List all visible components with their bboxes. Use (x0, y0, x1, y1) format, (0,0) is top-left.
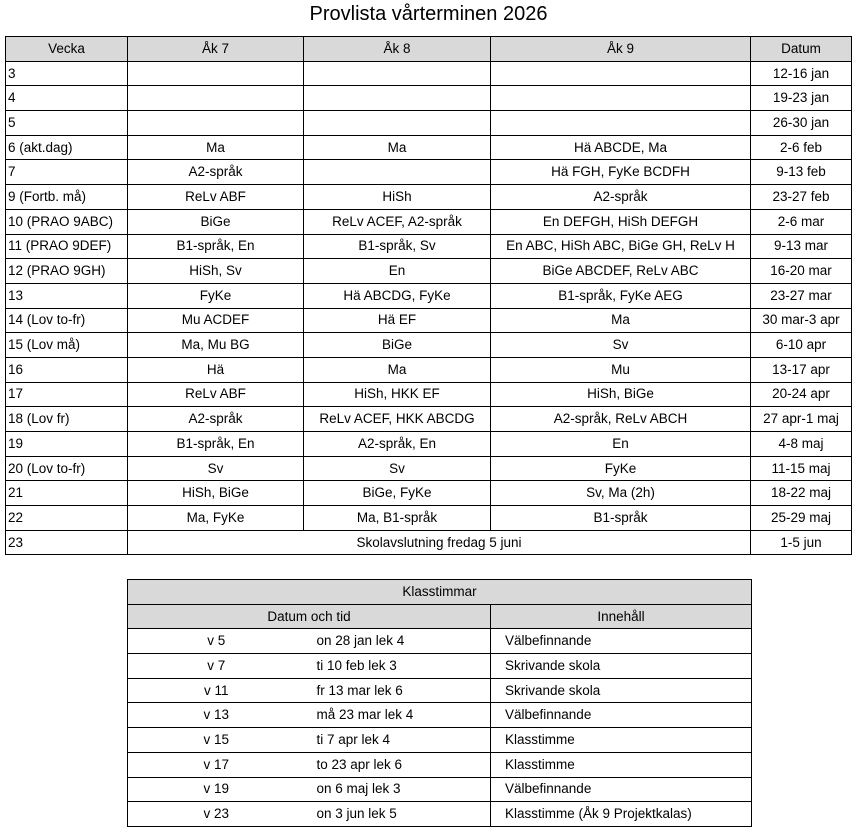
table-row (6, 530, 852, 555)
ak7-cell: BiGe (128, 209, 304, 234)
week-cell: 16 (6, 357, 128, 382)
content-cell: Välbefinnande (491, 777, 752, 802)
ak7-cell: Hä (128, 357, 304, 382)
header-ak8: Åk 8 (304, 37, 491, 62)
date-cell: 13-17 apr (751, 357, 852, 382)
ak7-cell: HiSh, Sv (128, 259, 304, 284)
week-cell: 5 (6, 111, 128, 136)
ak8-cell: Ma, B1-språk (304, 506, 491, 531)
table-row (6, 135, 852, 160)
ak9-cell: A2-språk, ReLv ABCH (491, 407, 751, 432)
time-cell: to 23 apr lek 6 (305, 752, 491, 777)
time-cell: ti 10 feb lek 3 (305, 654, 491, 679)
ak7-cell: Sv (128, 456, 304, 481)
date-cell: 26-30 jan (751, 111, 852, 136)
ak8-cell: A2-språk, En (304, 432, 491, 457)
content-cell: Skrivande skola (491, 654, 752, 679)
ak7-cell: A2-språk (128, 160, 304, 185)
week-cell: 12 (PRAO 9GH) (6, 259, 128, 284)
schedule-header-row (6, 37, 852, 62)
content-cell: Skrivande skola (491, 678, 752, 703)
week-cell: 13 (6, 283, 128, 308)
time-cell: on 3 jun lek 5 (305, 802, 491, 827)
ak9-cell: En ABC, HiSh ABC, BiGe GH, ReLv H (491, 234, 751, 259)
table-row (6, 111, 852, 136)
klasstimmar-table (127, 579, 752, 827)
week-cell: 9 (Fortb. må) (6, 185, 128, 210)
ak7-cell (128, 111, 304, 136)
school-end-note: Skolavslutning fredag 5 juni (128, 530, 751, 555)
table-row (6, 61, 852, 86)
table-row (6, 209, 852, 234)
ak8-cell (304, 86, 491, 111)
ak9-cell: Ma (491, 308, 751, 333)
date-cell: 2-6 mar (751, 209, 852, 234)
ak9-cell: Sv (491, 333, 751, 358)
date-cell: 25-29 maj (751, 506, 852, 531)
week-cell: 3 (6, 61, 128, 86)
table-row (128, 802, 752, 827)
ak9-cell: Mu (491, 357, 751, 382)
week-cell: 6 (akt.dag) (6, 135, 128, 160)
time-cell: on 6 maj lek 3 (305, 777, 491, 802)
week-cell: 14 (Lov to-fr) (6, 308, 128, 333)
week-cell: 22 (6, 506, 128, 531)
table-row (6, 481, 852, 506)
week-cell: 7 (6, 160, 128, 185)
week-cell: v 11 (128, 678, 305, 703)
klasstimmar-title: Klasstimmar (128, 580, 752, 605)
date-cell: 23-27 feb (751, 185, 852, 210)
date-cell: 16-20 mar (751, 259, 852, 284)
ak7-cell: FyKe (128, 283, 304, 308)
ak9-cell: A2-språk (491, 185, 751, 210)
week-cell: v 7 (128, 654, 305, 679)
exam-schedule-table (5, 36, 852, 555)
page-title: Provlista vårterminen 2026 (309, 3, 548, 25)
table-row (128, 703, 752, 728)
table-row (6, 283, 852, 308)
ak7-cell: Ma, FyKe (128, 506, 304, 531)
ak9-cell: FyKe (491, 456, 751, 481)
header-ak7: Åk 7 (128, 37, 304, 62)
ak8-cell: ReLv ACEF, HKK ABCDG (304, 407, 491, 432)
content-cell: Klasstimme (491, 752, 752, 777)
date-cell: 11-15 maj (751, 456, 852, 481)
table-row (6, 382, 852, 407)
content-cell: Klasstimme (Åk 9 Projektkalas) (491, 802, 752, 827)
time-cell: fr 13 mar lek 6 (305, 678, 491, 703)
ak9-cell (491, 86, 751, 111)
table-row (128, 728, 752, 753)
ak8-cell: Sv (304, 456, 491, 481)
ak9-cell: En (491, 432, 751, 457)
week-cell: v 15 (128, 728, 305, 753)
week-cell: 23 (6, 530, 128, 555)
klasstimmar-title-row (128, 580, 752, 605)
ak7-cell: Mu ACDEF (128, 308, 304, 333)
ak9-cell (491, 61, 751, 86)
ak8-cell: BiGe (304, 333, 491, 358)
ak8-cell: HiSh (304, 185, 491, 210)
date-cell: 2-6 feb (751, 135, 852, 160)
table-row (6, 506, 852, 531)
date-cell: 9-13 feb (751, 160, 852, 185)
week-cell: 4 (6, 86, 128, 111)
table-row (128, 654, 752, 679)
week-cell: v 23 (128, 802, 305, 827)
ak7-cell: ReLv ABF (128, 185, 304, 210)
date-cell: 20-24 apr (751, 382, 852, 407)
ak7-cell: B1-språk, En (128, 234, 304, 259)
ak8-cell: BiGe, FyKe (304, 481, 491, 506)
ak7-cell: B1-språk, En (128, 432, 304, 457)
week-cell: 10 (PRAO 9ABC) (6, 209, 128, 234)
header-innehall: Innehåll (491, 604, 752, 629)
week-cell: 15 (Lov må) (6, 333, 128, 358)
ak7-cell: Ma (128, 135, 304, 160)
date-cell: 6-10 apr (751, 333, 852, 358)
ak7-cell (128, 61, 304, 86)
table-row (128, 629, 752, 654)
header-vecka: Vecka (6, 37, 128, 62)
date-cell: 12-16 jan (751, 61, 852, 86)
date-cell: 1-5 jun (751, 530, 852, 555)
date-cell: 23-27 mar (751, 283, 852, 308)
table-row (6, 86, 852, 111)
content-cell: Välbefinnande (491, 629, 752, 654)
date-cell: 19-23 jan (751, 86, 852, 111)
table-row (6, 185, 852, 210)
ak8-cell: ReLv ACEF, A2-språk (304, 209, 491, 234)
table-row (6, 357, 852, 382)
week-cell: 17 (6, 382, 128, 407)
time-cell: må 23 mar lek 4 (305, 703, 491, 728)
ak9-cell: En DEFGH, HiSh DEFGH (491, 209, 751, 234)
content-cell: Klasstimme (491, 728, 752, 753)
time-cell: ti 7 apr lek 4 (305, 728, 491, 753)
date-cell: 4-8 maj (751, 432, 852, 457)
date-cell: 18-22 maj (751, 481, 852, 506)
week-cell: v 17 (128, 752, 305, 777)
ak9-cell: B1-språk (491, 506, 751, 531)
date-cell: 30 mar-3 apr (751, 308, 852, 333)
week-cell: v 19 (128, 777, 305, 802)
ak8-cell: Hä ABCDG, FyKe (304, 283, 491, 308)
ak7-cell: HiSh, BiGe (128, 481, 304, 506)
ak9-cell: Hä FGH, FyKe BCDFH (491, 160, 751, 185)
table-row (128, 752, 752, 777)
ak8-cell (304, 160, 491, 185)
table-row (6, 234, 852, 259)
week-cell: v 5 (128, 629, 305, 654)
week-cell: v 13 (128, 703, 305, 728)
table-row (6, 160, 852, 185)
ak9-cell: HiSh, BiGe (491, 382, 751, 407)
klasstimmar-header-row (128, 604, 752, 629)
table-row (6, 432, 852, 457)
header-ak9: Åk 9 (491, 37, 751, 62)
table-row (6, 456, 852, 481)
table-row (6, 259, 852, 284)
ak8-cell: B1-språk, Sv (304, 234, 491, 259)
time-cell: on 28 jan lek 4 (305, 629, 491, 654)
content-cell: Välbefinnande (491, 703, 752, 728)
table-row (6, 407, 852, 432)
ak8-cell (304, 61, 491, 86)
table-row (128, 678, 752, 703)
table-row (128, 777, 752, 802)
ak9-cell: BiGe ABCDEF, ReLv ABC (491, 259, 751, 284)
header-datum-och-tid: Datum och tid (128, 604, 491, 629)
ak8-cell: Hä EF (304, 308, 491, 333)
week-cell: 19 (6, 432, 128, 457)
ak9-cell: Hä ABCDE, Ma (491, 135, 751, 160)
ak8-cell: En (304, 259, 491, 284)
week-cell: 18 (Lov fr) (6, 407, 128, 432)
ak7-cell (128, 86, 304, 111)
week-cell: 20 (Lov to-fr) (6, 456, 128, 481)
ak8-cell (304, 111, 491, 136)
ak9-cell: Sv, Ma (2h) (491, 481, 751, 506)
week-cell: 21 (6, 481, 128, 506)
ak9-cell (491, 111, 751, 136)
ak8-cell: Ma (304, 135, 491, 160)
date-cell: 27 apr-1 maj (751, 407, 852, 432)
ak7-cell: A2-språk (128, 407, 304, 432)
week-cell: 11 (PRAO 9DEF) (6, 234, 128, 259)
header-datum: Datum (751, 37, 852, 62)
ak8-cell: Ma (304, 357, 491, 382)
date-cell: 9-13 mar (751, 234, 852, 259)
ak7-cell: Ma, Mu BG (128, 333, 304, 358)
ak7-cell: ReLv ABF (128, 382, 304, 407)
table-row (6, 308, 852, 333)
table-row (6, 333, 852, 358)
ak9-cell: B1-språk, FyKe AEG (491, 283, 751, 308)
ak8-cell: HiSh, HKK EF (304, 382, 491, 407)
